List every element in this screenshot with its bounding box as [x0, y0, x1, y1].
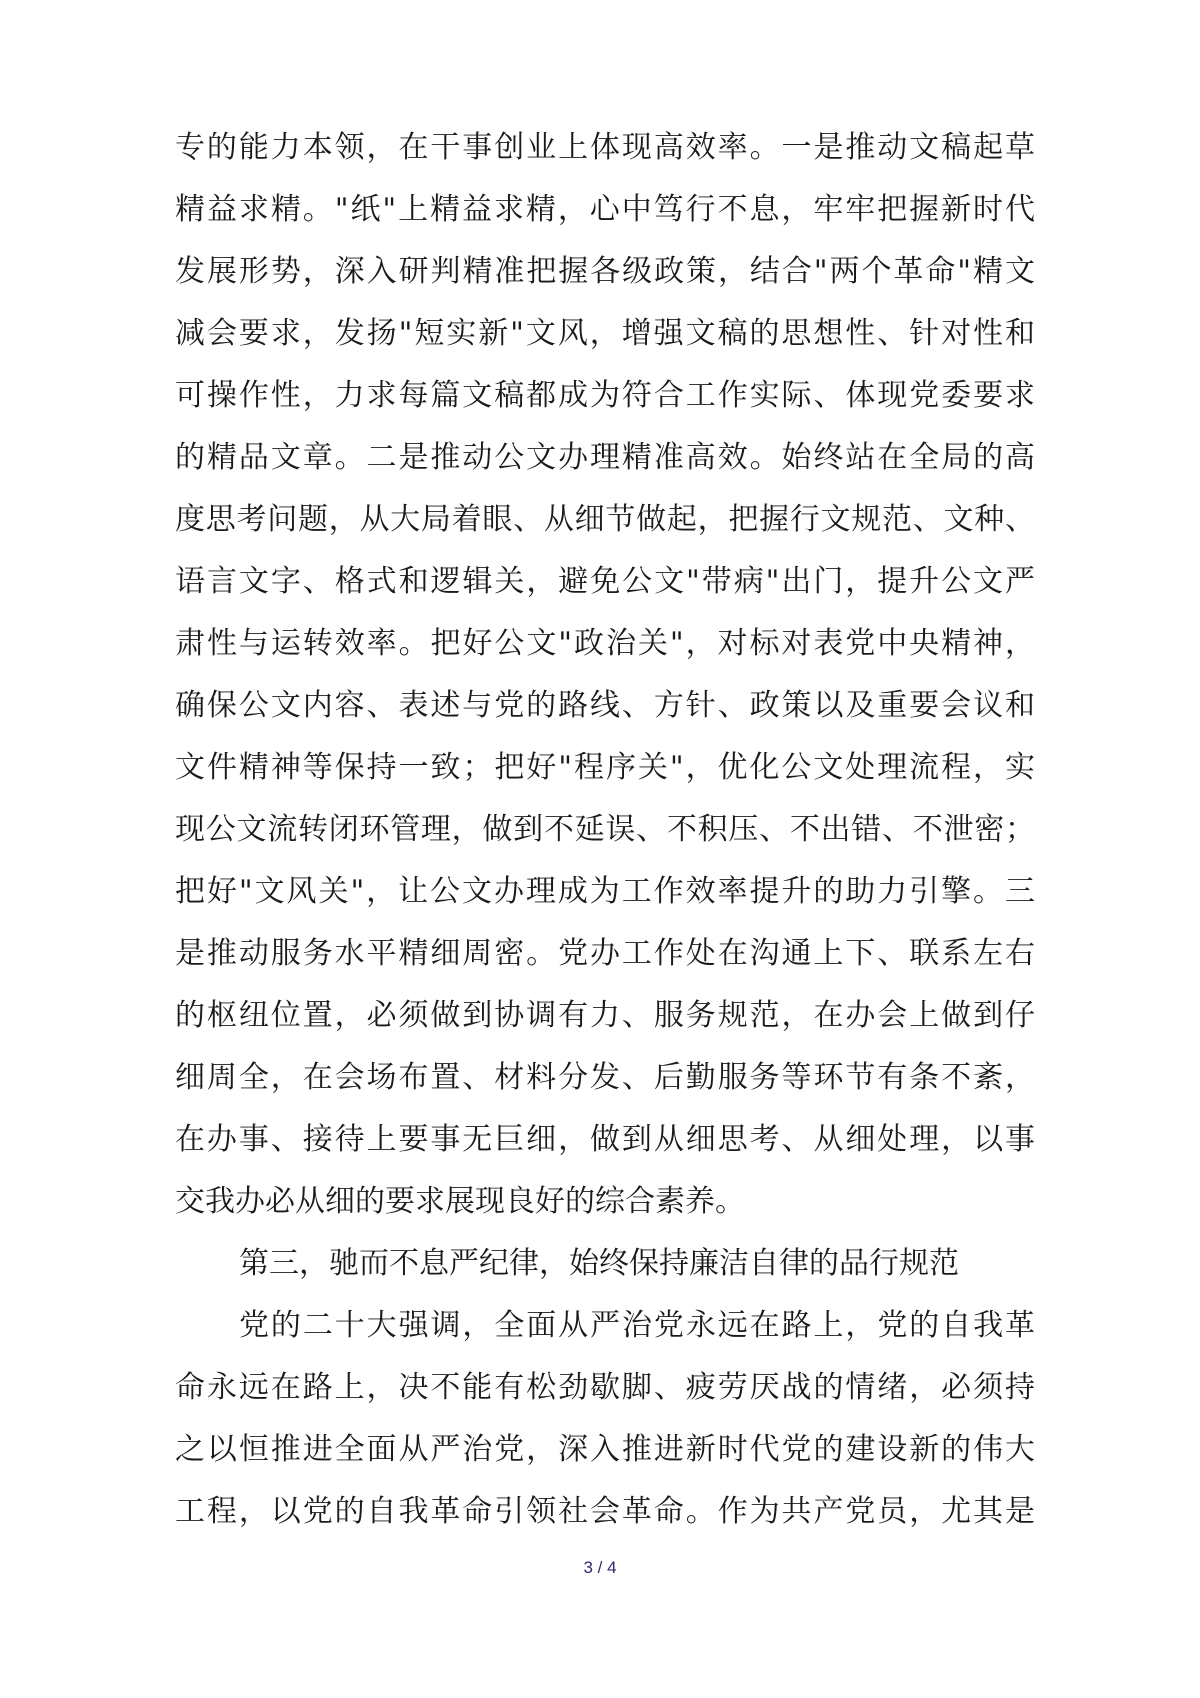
text-line: 肃性与运转效率。把好公文"政治关"，对标对表党中央精神，: [175, 626, 1035, 661]
text-line: 的枢纽位置，必须做到协调有力、服务规范，在办会上做到仔: [175, 998, 1035, 1033]
page-number: 3 / 4: [583, 1558, 617, 1577]
paragraph-next: [175, 1295, 1035, 1543]
text-line: 减会要求，发扬"短实新"文风，增强文稿的思想性、针对性和: [175, 316, 1035, 351]
body-text: [175, 117, 1035, 1543]
text-line: 专的能力本领，在干事创业上体现高效率。一是推动文稿起草: [175, 130, 1035, 165]
text-line: 命永远在路上，决不能有松劲歇脚、疲劳厌战的情绪，必须持: [175, 1370, 1035, 1405]
paragraph-continued: [175, 117, 1035, 1233]
text-line: 党的二十大强调，全面从严治党永远在路上，党的自我革: [239, 1308, 1035, 1343]
text-line: 确保公文内容、表述与党的路线、方针、政策以及重要会议和: [175, 688, 1035, 723]
text-line: 之以恒推进全面从严治党，深入推进新时代党的建设新的伟大: [175, 1432, 1035, 1467]
section-heading: 第三，驰而不息严纪律，始终保持廉洁自律的品行规范: [239, 1246, 959, 1281]
text-line: 度思考问题，从大局着眼、从细节做起，把握行文规范、文种、: [175, 502, 1035, 537]
text-line: 文件精神等保持一致；把好"程序关"，优化公文处理流程，实: [175, 750, 1035, 785]
text-line: 交我办必从细的要求展现良好的综合素养。: [175, 1184, 745, 1219]
text-line: 工程，以党的自我革命引领社会革命。作为共产党员，尤其是: [175, 1494, 1035, 1529]
text-line: 把好"文风关"，让公文办理成为工作效率提升的助力引擎。三: [175, 874, 1035, 909]
text-line: 细周全，在会场布置、材料分发、后勤服务等环节有条不紊，: [175, 1060, 1035, 1095]
text-line: 发展形势，深入研判精准把握各级政策，结合"两个革命"精文: [175, 254, 1035, 289]
text-line: 精益求精。"纸"上精益求精，心中笃行不息，牢牢把握新时代: [175, 192, 1035, 227]
text-line: 是推动服务水平精细周密。党办工作处在沟通上下、联系左右: [175, 936, 1035, 971]
text-line: 可操作性，力求每篇文稿都成为符合工作实际、体现党委要求: [175, 378, 1035, 413]
text-line: 现公文流转闭环管理，做到不延误、不积压、不出错、不泄密；: [175, 812, 1035, 847]
text-line: 在办事、接待上要事无巨细，做到从细思考、从细处理，以事: [175, 1122, 1035, 1157]
text-line: 语言文字、格式和逻辑关，避免公文"带病"出门，提升公文严: [175, 564, 1035, 599]
text-line: 的精品文章。二是推动公文办理精准高效。始终站在全局的高: [175, 440, 1035, 475]
